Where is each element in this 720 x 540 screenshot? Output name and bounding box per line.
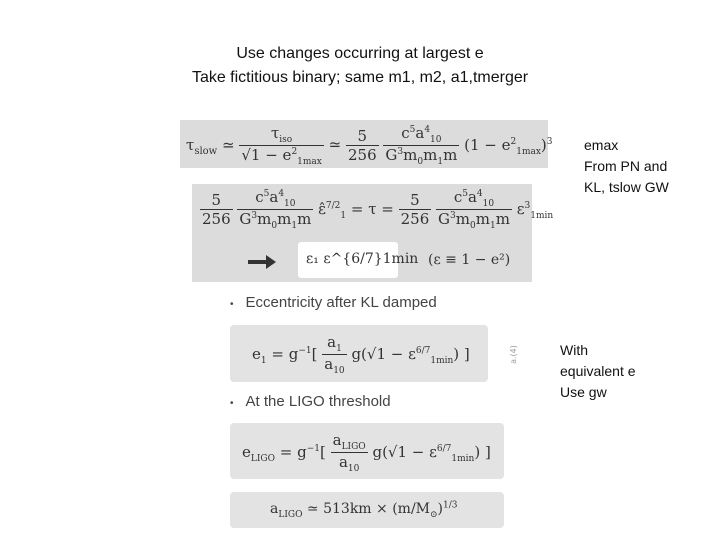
emax-note-line-1: emax	[584, 137, 619, 153]
aligo-equation-box	[230, 492, 504, 528]
tslow-equation-box	[180, 120, 553, 168]
eligo-equation-visual: $e_{LIGO} = g^{-1}$[ $\frac{a_{LIGO}}{a_{10}}$ $g(√1 - \varepsilon^{6/7}_{1min})$ ]	[242, 431, 491, 474]
aligo-equation-visual: $a_{LIGO}$ ≃ $513km \times (m/M_⊙)^{1/3}$	[270, 500, 458, 520]
implied-result: ε₁ ε^{6/7}1min	[306, 251, 419, 267]
equivalent-note-line-2: equivalent e	[560, 363, 636, 379]
eligo-equation-box	[230, 423, 504, 479]
e1-equation-visual: $e_1 = g^{-1}$[ $\frac{a_1}{a_{10}}$ $g(√1 - \varepsilon^{6/7}_{1min})$ ]	[252, 333, 470, 376]
equivalent-note-line-3: Use gw	[560, 384, 607, 400]
bullet-eccentricity-text: Eccentricity after KL damped	[245, 294, 437, 311]
implied-result-box	[298, 242, 419, 278]
emax-note-line-3: KL, tslow GW	[584, 179, 669, 195]
bullet-ligo	[230, 393, 391, 410]
relation-equation-box	[192, 184, 554, 282]
epsilon-definition: (ε ≡ 1 − e²)	[428, 252, 511, 268]
equivalent-note	[560, 340, 636, 403]
bullet-eccentricity	[230, 294, 437, 311]
relation-equation-visual: $\frac{5}{256}$ $\frac{c^5a^4_{10}}{G^3m_0m_1m}$ ε̂$^{7/2}_1$ = τ = $\frac{5}{256}$ $\frac{c^5a^4_{10}}{G^3m_0m_1m}$ $\varepsilon^3_{1min}$	[202, 188, 554, 231]
e1-equation-box	[230, 325, 488, 382]
equivalent-note-line-1: With	[560, 342, 588, 358]
side-fragment: a.(4)	[508, 345, 518, 364]
emax-note-line-2: From PN and	[584, 158, 668, 174]
bullet-ligo-text: At the LIGO threshold	[245, 393, 391, 410]
bullet-dot: •	[230, 299, 234, 310]
tslow-equation-visual: $\tau_{slow}$ ≃ $\frac{\tau_{iso}}{√1 - e^2_{1max}}$ ≃ $\frac{5}{256}$ $\frac{c^5a^4_{10}}{G^3m_0m_1m}$ $(1 - e^2_{1max})^3$	[186, 124, 553, 167]
title-line-2: Take fictitious binary; same m1, m2, a1,tmerger	[191, 69, 529, 86]
title-line-1: Use changes occurring at largest e	[236, 45, 484, 62]
emax-note	[584, 135, 669, 198]
implies-arrow	[248, 260, 268, 264]
bullet-dot: •	[230, 398, 234, 409]
